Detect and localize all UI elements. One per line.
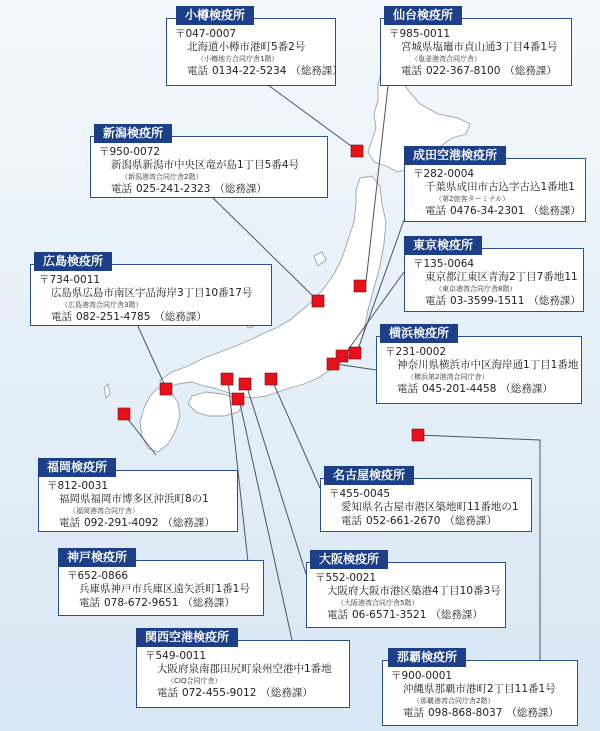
phone-label: 電話 — [341, 515, 362, 527]
phone-number[interactable]: 022-367-8100 — [426, 65, 501, 77]
phone-line — [385, 382, 575, 397]
building-note: （福岡港湾合同庁舎） — [69, 507, 139, 515]
office-card — [166, 18, 343, 86]
building-note: （大阪港湾合同庁舎5階） — [337, 599, 419, 607]
office-card — [306, 562, 506, 628]
phone-line — [413, 204, 579, 219]
office-osaka — [306, 550, 506, 628]
office-card — [382, 660, 578, 726]
phone-number[interactable]: 092-291-4092 — [84, 517, 159, 529]
leader-yokohama — [336, 364, 376, 370]
office-naha — [382, 648, 578, 726]
office-name: 小樽検疫所 — [176, 6, 254, 25]
department: （総務課） — [506, 707, 559, 719]
phone-number[interactable]: 06-6571-3521 — [352, 609, 427, 621]
phone-number[interactable]: 052-661-2670 — [366, 515, 441, 527]
office-card — [320, 478, 532, 532]
building-note: （広島港湾合同庁舎3階） — [61, 301, 143, 309]
building-note: （塩釜港湾合同庁舎） — [411, 55, 481, 63]
phone-label: 電話 — [187, 65, 208, 77]
address: 福岡県福岡市博多区沖浜町8の1 — [59, 493, 209, 505]
office-card — [136, 640, 350, 708]
address: 新潟県新潟市中央区竜が島1丁目5番4号 — [111, 159, 300, 171]
phone-line — [145, 686, 343, 701]
phone-number[interactable]: 082-251-4785 — [76, 311, 151, 323]
department: （総務課） — [290, 65, 343, 77]
office-card — [58, 560, 264, 616]
department: （総務課） — [500, 383, 553, 395]
phone-label: 電話 — [425, 295, 446, 307]
marker-narita[interactable] — [349, 347, 361, 359]
office-name: 那覇検疫所 — [388, 648, 466, 667]
office-card — [38, 470, 238, 532]
office-tokyo — [404, 236, 584, 312]
address: 沖縄県那覇市港町2丁目11番1号 — [403, 683, 556, 695]
department: （総務課） — [528, 205, 581, 217]
marker-hiroshima[interactable] — [160, 383, 172, 395]
phone-number[interactable]: 0476-34-2301 — [450, 205, 525, 217]
tsushima-island — [104, 384, 110, 398]
phone-line — [391, 706, 571, 721]
department: （総務課） — [528, 295, 581, 307]
phone-label: 電話 — [111, 183, 132, 195]
phone-number[interactable]: 045-201-4458 — [422, 383, 497, 395]
address: 宮城県塩竈市貞山通3丁目4番1号 — [401, 41, 558, 53]
phone-line — [67, 596, 257, 611]
office-name: 広島検疫所 — [34, 252, 112, 271]
address: 神奈川県横浜市中区海岸通1丁目1番地 — [397, 359, 579, 371]
phone-line — [389, 64, 565, 79]
phone-label: 電話 — [157, 687, 178, 699]
phone-number[interactable]: 078-672-9651 — [104, 597, 179, 609]
office-nagoya — [320, 466, 532, 532]
address: 北海道小樽市港町5番2号 — [187, 41, 306, 53]
phone-label: 電話 — [401, 65, 422, 77]
office-card — [376, 336, 582, 404]
office-name: 東京検疫所 — [404, 236, 482, 255]
department: （総務課） — [214, 183, 267, 195]
building-note: （那覇港湾合同庁舎2階） — [413, 697, 495, 705]
marker-kansai[interactable] — [232, 393, 244, 405]
marker-osaka[interactable] — [239, 378, 251, 390]
address: 兵庫県神戸市兵庫区遠矢浜町1番1号 — [79, 583, 250, 595]
office-card — [404, 158, 586, 222]
building-note: （新潟港湾合同庁舎2階） — [121, 173, 203, 181]
postal-code: 〒734-0011 — [39, 274, 101, 286]
address: 広島県広島市南区宇品海岸3丁目10番17号 — [51, 287, 253, 299]
phone-number[interactable]: 025-241-2323 — [136, 183, 211, 195]
marker-nagoya[interactable] — [265, 373, 277, 385]
phone-number[interactable]: 072-455-9012 — [182, 687, 257, 699]
postal-code: 〒047-0007 — [175, 28, 237, 40]
phone-line — [329, 514, 525, 529]
postal-code: 〒900-0001 — [391, 670, 453, 682]
postal-code: 〒135-0064 — [413, 258, 475, 270]
office-card — [90, 136, 328, 198]
address: 千葉県成田市古込字古込1番地1 — [425, 181, 575, 193]
address: 東京都江東区青海2丁目7番地11 — [425, 271, 578, 283]
marker-kobe[interactable] — [221, 373, 233, 385]
leader-hiroshima — [136, 322, 166, 388]
postal-code: 〒231-0002 — [385, 346, 447, 358]
office-sendai — [380, 6, 572, 86]
postal-code: 〒985-0011 — [389, 28, 451, 40]
office-name: 成田空港検疫所 — [404, 146, 506, 165]
office-kansai — [136, 628, 350, 708]
office-name: 福岡検疫所 — [38, 458, 116, 477]
phone-label: 電話 — [327, 609, 348, 621]
phone-number[interactable]: 03-3599-1511 — [450, 295, 525, 307]
phone-line — [39, 310, 265, 325]
office-kobe — [58, 548, 264, 616]
marker-niigata[interactable] — [312, 295, 324, 307]
office-card — [380, 18, 572, 86]
address: 愛知県名古屋市港区築地町11番地の1 — [341, 501, 519, 513]
building-note: （第2旅客ターミナル） — [435, 195, 510, 203]
department: （総務課） — [444, 515, 497, 527]
phone-number[interactable]: 098-868-8037 — [428, 707, 503, 719]
leader-nagoya — [272, 380, 320, 488]
phone-line — [175, 64, 343, 79]
department: （総務課） — [430, 609, 483, 621]
sado-island — [314, 252, 326, 266]
office-name: 横浜検疫所 — [380, 324, 458, 343]
postal-code: 〒950-0072 — [99, 146, 161, 158]
phone-line — [315, 608, 499, 623]
postal-code: 〒455-0045 — [329, 488, 391, 500]
building-note: （東京港湾合同庁舎8階） — [435, 285, 517, 293]
building-note: （小樽地方合同庁舎1階） — [197, 55, 279, 63]
phone-line — [99, 182, 321, 197]
phone-label: 電話 — [59, 517, 80, 529]
office-name: 新潟検疫所 — [94, 124, 172, 143]
phone-label: 電話 — [51, 311, 72, 323]
phone-label: 電話 — [425, 205, 446, 217]
office-card — [404, 248, 584, 312]
phone-line — [413, 294, 581, 309]
office-name: 関西空港検疫所 — [136, 628, 238, 647]
office-narita — [404, 146, 586, 222]
marker-sendai[interactable] — [354, 280, 366, 292]
department: （総務課） — [182, 597, 235, 609]
office-otaru — [166, 6, 343, 86]
department: （総務課） — [162, 517, 215, 529]
postal-code: 〒652-0866 — [67, 570, 129, 582]
phone-label: 電話 — [403, 707, 424, 719]
office-niigata — [90, 124, 328, 198]
phone-label: 電話 — [79, 597, 100, 609]
marker-otaru[interactable] — [351, 145, 363, 157]
office-name: 大阪検疫所 — [310, 550, 388, 569]
marker-naha[interactable] — [412, 429, 424, 441]
phone-number[interactable]: 0134-22-5234 — [212, 65, 287, 77]
department: （総務課） — [154, 311, 207, 323]
office-card — [30, 264, 272, 326]
department: （総務課） — [260, 687, 313, 699]
postal-code: 〒812-0031 — [47, 480, 109, 492]
office-yokohama — [376, 324, 582, 404]
building-note: （横浜第2港湾合同庁舎） — [407, 373, 489, 381]
address: 大阪府大阪市港区築港4丁目10番3号 — [327, 585, 501, 597]
phone-label: 電話 — [397, 383, 418, 395]
postal-code: 〒282-0004 — [413, 168, 475, 180]
marker-yokohama[interactable] — [327, 358, 339, 370]
postal-code: 〒549-0011 — [145, 650, 207, 662]
office-fukuoka — [38, 458, 238, 532]
marker-fukuoka[interactable] — [118, 408, 130, 420]
department: （総務課） — [504, 65, 557, 77]
office-name: 名古屋検疫所 — [324, 466, 414, 485]
building-note: （CIQ合同庁舎） — [167, 677, 222, 685]
office-hiroshima — [30, 252, 272, 326]
leader-osaka — [246, 384, 306, 574]
postal-code: 〒552-0021 — [315, 572, 377, 584]
office-name: 神戸検疫所 — [58, 548, 136, 567]
address: 大阪府泉南郡田尻町泉州空港中1番地 — [157, 663, 332, 675]
phone-line — [47, 516, 231, 531]
office-name: 仙台検疫所 — [384, 6, 462, 25]
